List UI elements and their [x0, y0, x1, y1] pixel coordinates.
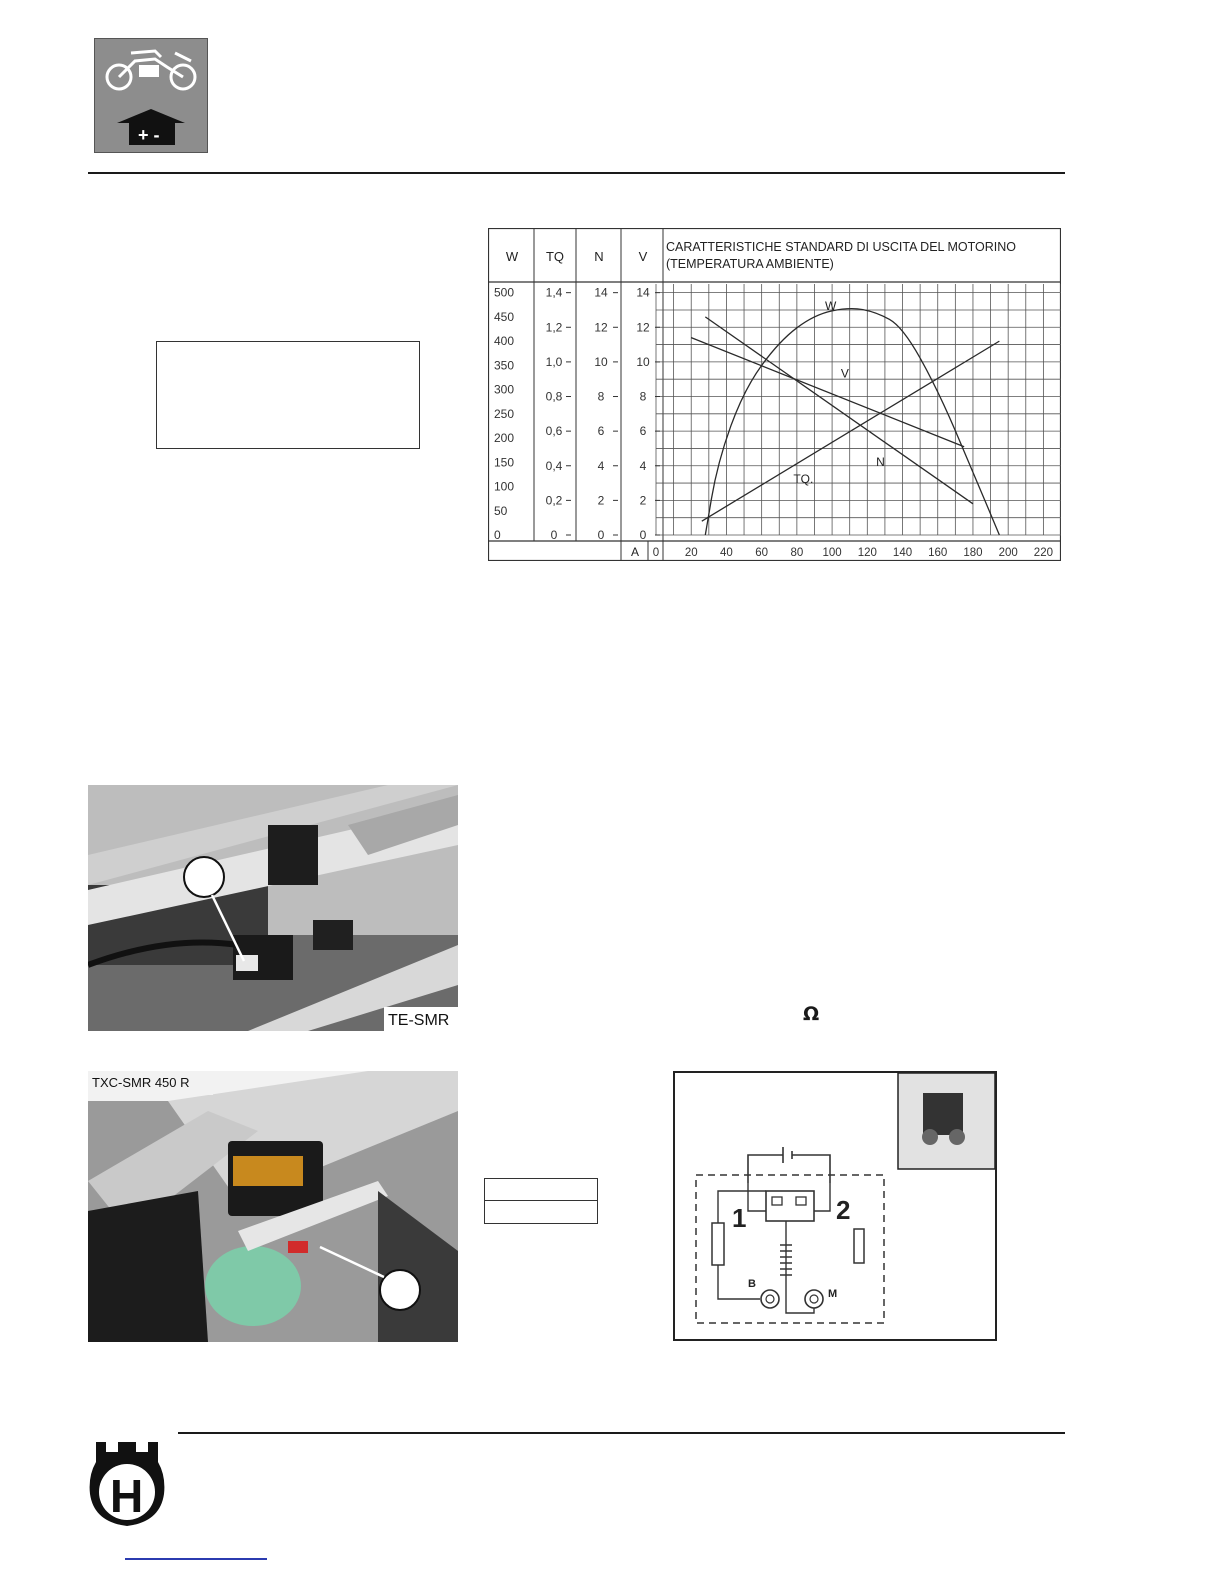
y-tick-v-2: 10: [636, 354, 650, 369]
relay-test-diagram: [668, 1063, 1003, 1343]
axis-header-tq: TQ: [545, 249, 565, 264]
y-tick-w-1: 450: [494, 309, 515, 324]
curve-label-tq: TQ.: [793, 472, 814, 487]
y-tick-v-5: 4: [639, 458, 647, 473]
y-tick-v-0: 14: [636, 285, 650, 300]
y-tick-tq-0: 1,4: [545, 285, 563, 300]
x-tick-2: 40: [720, 547, 733, 559]
terminal-b-label: B: [748, 1278, 756, 1290]
y-tick-tq-1: 1,2: [545, 320, 563, 335]
photo-caption-txc-smr: TXC-SMR 450 R: [92, 1075, 190, 1090]
footer-rule: [178, 1432, 1065, 1434]
y-tick-w-5: 250: [494, 406, 515, 421]
photo-starter-relay-txc-smr: [88, 1071, 458, 1342]
photo-caption-te-smr: TE-SMR: [388, 1012, 450, 1029]
electrical-system-icon: [94, 38, 208, 153]
resistance-symbol: Ω: [803, 1003, 820, 1025]
y-tick-w-2: 400: [494, 334, 515, 349]
axis-header-w: W: [505, 249, 519, 264]
y-tick-tq-6: 0,2: [545, 493, 563, 508]
y-tick-v-6: 2: [639, 493, 647, 508]
icon-symbol: + -: [138, 125, 160, 145]
x-tick-4: 80: [790, 547, 804, 559]
terminal-1-label: 1: [732, 1203, 747, 1233]
header-rule: [88, 172, 1065, 174]
y-tick-w-4: 300: [494, 382, 515, 397]
chart-subtitle: (TEMPERATURA AMBIENTE): [666, 257, 834, 271]
photo-starter-relay-te-smr: [88, 785, 458, 1031]
y-tick-w-3: 350: [494, 358, 515, 373]
husqvarna-crown-logo: [88, 1436, 166, 1528]
x-tick-7: 140: [892, 547, 913, 559]
y-tick-n-7: 0: [597, 528, 605, 542]
y-tick-n-2: 10: [594, 354, 608, 369]
value-box-1: [484, 1178, 598, 1201]
axis-header-v: V: [638, 249, 648, 264]
y-tick-n-1: 12: [594, 320, 608, 335]
y-tick-n-6: 2: [597, 493, 605, 508]
x-tick-8: 160: [928, 547, 948, 559]
logo-letter: H: [110, 1470, 144, 1522]
y-tick-n-4: 6: [597, 424, 605, 439]
y-tick-tq-3: 0,8: [545, 389, 563, 404]
curve-label-v: V: [840, 366, 849, 381]
chart-title: CARATTERISTICHE STANDARD DI USCITA DEL MOTORINO: [666, 240, 1017, 254]
y-tick-w-9: 50: [494, 503, 508, 518]
x-tick-1: 20: [684, 547, 698, 559]
starter-output-chart: [488, 228, 1061, 561]
x-tick-3: 60: [755, 547, 769, 559]
chart-frame: [489, 229, 1061, 561]
terminal-2-label: 2: [836, 1195, 851, 1225]
y-tick-v-7: 0: [639, 528, 647, 542]
y-tick-w-10: 0: [494, 528, 501, 542]
x-tick-11: 220: [1033, 547, 1053, 559]
x-tick-0: 0: [652, 547, 660, 559]
y-tick-v-1: 12: [636, 320, 650, 335]
y-tick-tq-2: 1,0: [545, 354, 563, 369]
chart-svg: [488, 228, 1061, 561]
chart-x-label: A: [631, 545, 640, 559]
y-tick-n-3: 8: [597, 389, 605, 404]
y-tick-v-3: 8: [639, 389, 647, 404]
y-tick-n-5: 4: [597, 458, 605, 473]
y-tick-w-8: 100: [494, 479, 515, 494]
y-tick-tq-4: 0,6: [545, 424, 563, 439]
x-tick-10: 200: [998, 547, 1018, 559]
y-tick-n-0: 14: [594, 285, 608, 300]
x-tick-6: 120: [857, 547, 877, 559]
axis-header-n: N: [594, 249, 604, 264]
x-tick-9: 180: [963, 547, 983, 559]
y-tick-w-0: 500: [494, 285, 515, 300]
y-tick-w-7: 150: [494, 455, 515, 470]
y-tick-tq-7: 0: [550, 528, 558, 542]
x-tick-5: 100: [822, 547, 842, 559]
terminal-m-label: M: [828, 1288, 838, 1300]
y-tick-tq-5: 0,4: [545, 458, 563, 473]
y-tick-v-4: 6: [639, 424, 647, 439]
curve-label-n: N: [876, 454, 885, 469]
curve-label-w: W: [825, 298, 837, 313]
spec-box: [156, 341, 420, 449]
value-box-2: [484, 1200, 598, 1224]
y-tick-w-6: 200: [494, 431, 515, 446]
footer-link-underline[interactable]: [125, 1558, 267, 1560]
